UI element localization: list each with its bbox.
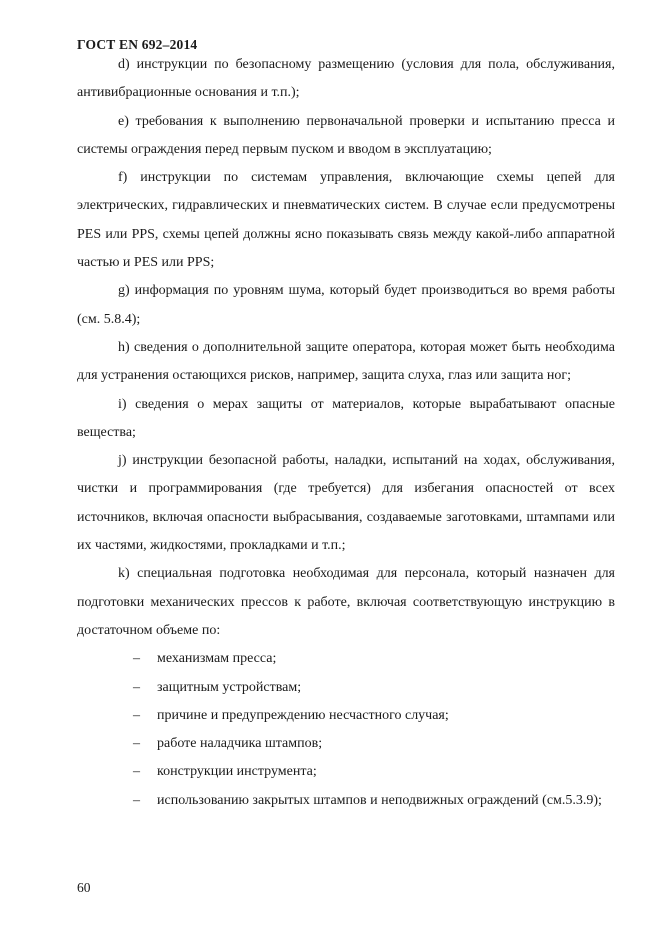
list-item bbox=[77, 702, 615, 730]
list-item-text: причине и предупреждению несчастного случая; bbox=[157, 707, 449, 723]
list-item-text: работе наладчика штампов; bbox=[157, 736, 323, 752]
item-e-initial-inspection: e) требования к выполнению первоначальной проверки и испытанию пресса и системы ограждения перед первым пуском и вводом в эксплуатацию; bbox=[77, 113, 615, 157]
dash-marker: – bbox=[133, 707, 140, 723]
standard-code-header: ГОСТ EN 692–2014 bbox=[77, 37, 198, 52]
item-i-hazardous-materials: i) сведения о мерах защиты от материалов, которые вырабатывают опасные вещества; bbox=[77, 396, 615, 440]
training-topics-list bbox=[77, 645, 615, 815]
list-item bbox=[77, 787, 615, 815]
dash-marker: – bbox=[133, 736, 140, 752]
item-j-safe-operation: j) инструкции безопасной работы, наладки, испытаний на ходах, обслуживания, чистки и программирования (где требуется) для избегания опасностей от всех источников, включая опасности выбрасывания, создаваемые заготовками, штампами или их частями, жидкостями, прокладками и т.п.; bbox=[77, 453, 615, 554]
list-item bbox=[77, 758, 615, 786]
dash-marker: – bbox=[133, 651, 140, 667]
item-f-control-systems: f) инструкции по системам управления, включающие схемы цепей для электрических, гидравлических и пневматических систем. В случае если предусмотрены PES или PPS, схемы цепей должны ясно показывать связь между какой-либо аппаратной частью и PES или PPS; bbox=[77, 170, 615, 271]
item-g-noise-levels: g) информация по уровням шума, который будет производиться во время работы (см. 5.8.4); bbox=[77, 283, 615, 327]
list-item bbox=[77, 645, 615, 673]
list-item-text: механизмам пресса; bbox=[157, 651, 277, 667]
item-k-special-training: k) специальная подготовка необходимая для персонала, который назначен для подготовки механических прессов к работе, включая соответствующую инструкцию в достаточном объеме по: bbox=[77, 566, 615, 638]
document-body bbox=[77, 51, 615, 815]
dash-marker: – bbox=[133, 792, 140, 808]
list-item bbox=[77, 674, 615, 702]
dash-marker: – bbox=[133, 679, 140, 695]
list-item bbox=[77, 730, 615, 758]
list-item-text: использованию закрытых штампов и неподвижных ограждений (см.5.3.9); bbox=[157, 792, 602, 808]
page-number: 60 bbox=[77, 880, 91, 895]
item-h-additional-protection: h) сведения о дополнительной защите оператора, которая может быть необходима для устранения остающихся рисков, например, защита слуха, глаз или защита ног; bbox=[77, 339, 615, 384]
item-d-safe-placement: d) инструкции по безопасному размещению (условия для пола, обслуживания, антивибрационные основания и т.п.); bbox=[77, 57, 615, 101]
dash-marker: – bbox=[133, 764, 140, 780]
list-item-text: защитным устройствам; bbox=[157, 679, 302, 695]
list-item-text: конструкции инструмента; bbox=[157, 764, 317, 780]
